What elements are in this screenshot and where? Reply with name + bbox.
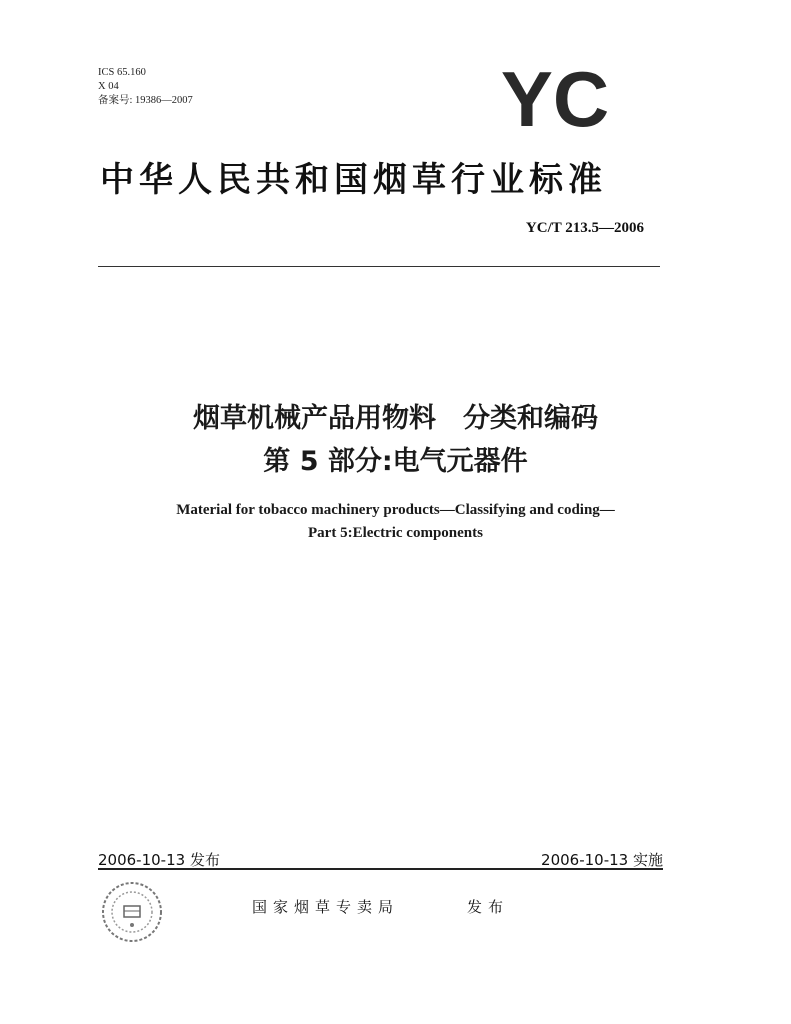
document-title-cn-line2: 第 5 部分:电气元器件 bbox=[263, 446, 528, 477]
header-divider bbox=[98, 266, 660, 267]
publish-label: 发布 bbox=[467, 898, 510, 916]
issue-date: 2006-10-13 发布 bbox=[98, 851, 220, 869]
document-title-cn-line1: 烟草机械产品用物料 分类和编码 bbox=[193, 403, 598, 434]
standard-code: YC/T 213.5—2006 bbox=[525, 220, 644, 236]
document-title-en-line1: Material for tobacco machinery products—Classifying and coding— bbox=[176, 502, 615, 518]
implementation-date: 2006-10-13 实施 bbox=[541, 851, 663, 869]
standard-metadata bbox=[98, 66, 193, 108]
yc-logo bbox=[485, 62, 625, 132]
filing-number: 备案号: 19386—2007 bbox=[98, 95, 193, 106]
ics-code: ICS 65.160 bbox=[98, 67, 146, 78]
official-seal-icon bbox=[100, 880, 164, 944]
document-title-en-line2: Part 5:Electric components bbox=[308, 525, 483, 541]
svg-text:YC: YC bbox=[500, 62, 610, 132]
standard-title: 中华人民共和国烟草行业标准 bbox=[100, 160, 607, 200]
category-code: X 04 bbox=[98, 81, 119, 92]
footer-divider bbox=[98, 868, 663, 870]
publisher-name: 国家烟草专卖局 bbox=[252, 898, 400, 916]
